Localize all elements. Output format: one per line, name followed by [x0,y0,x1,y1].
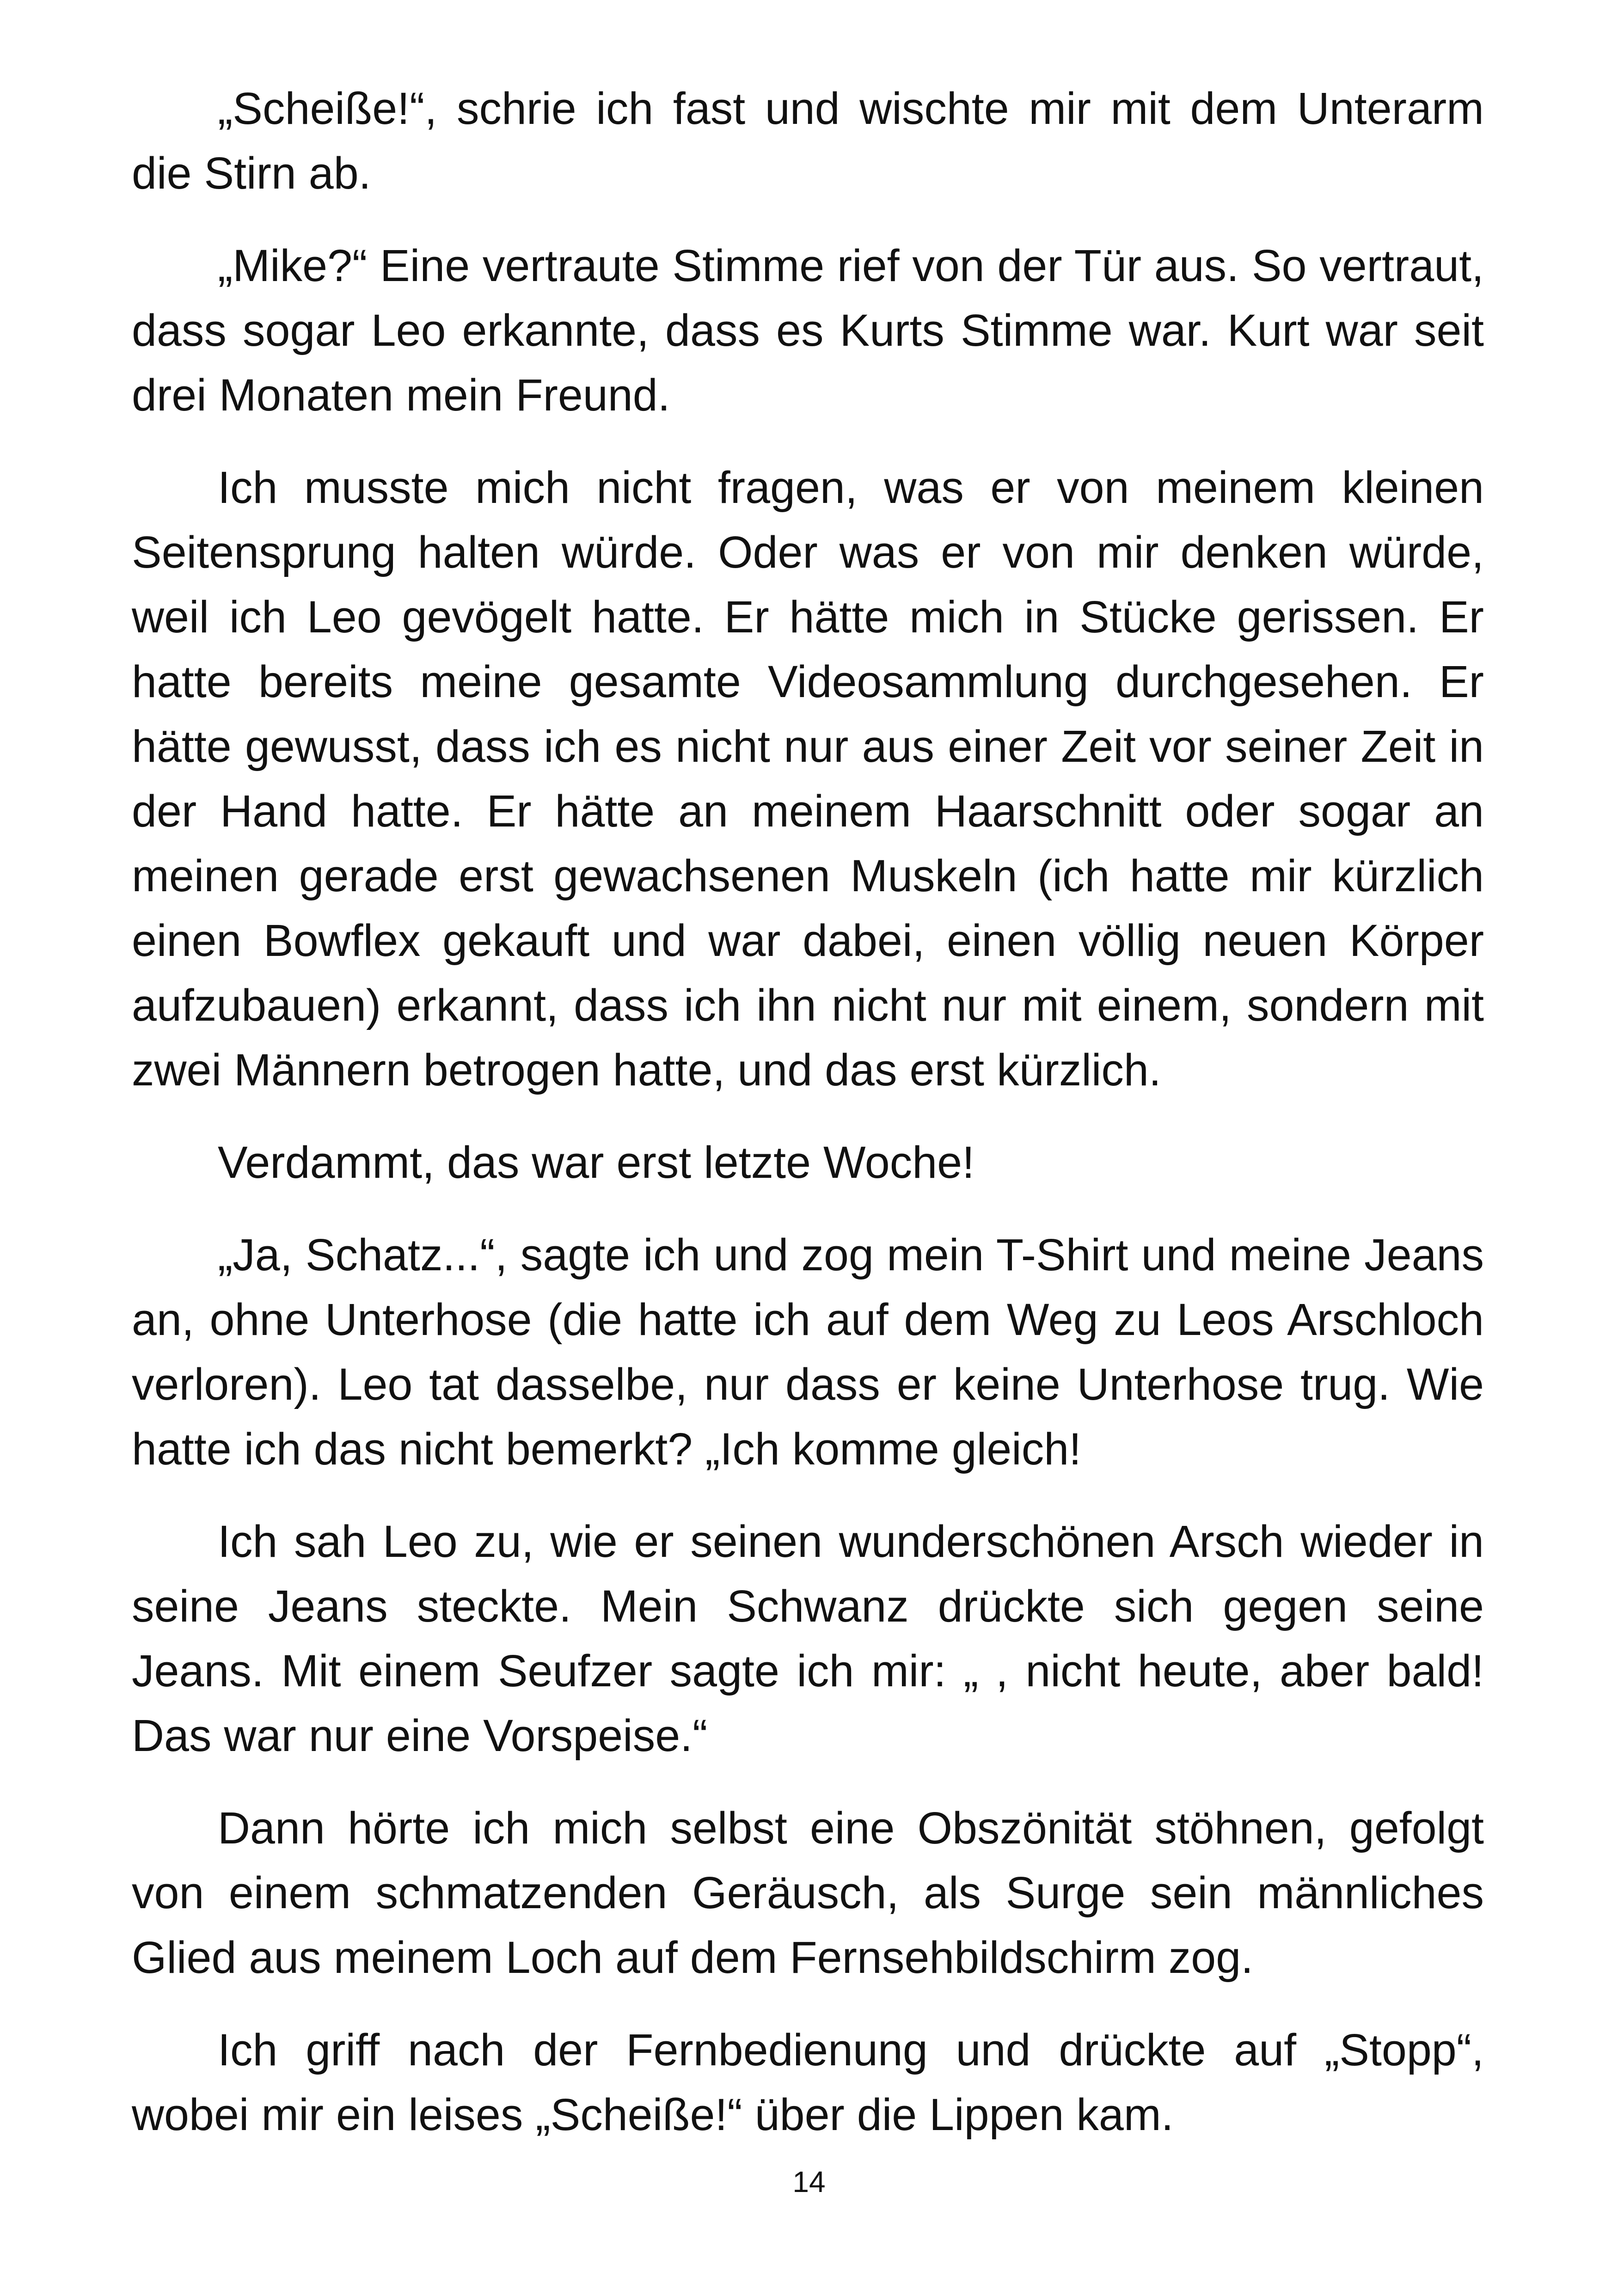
paragraph: Dann hörte ich mich selbst eine Obszönität stöhnen, gefolgt von einem schmatzenden Geräusch, als Surge sein männliches Glied aus meinem Loch auf dem Fernsehbildschirm zog. [132,1803,1484,1983]
paragraph: „Mike?“ Eine vertraute Stimme rief von der Tür aus. So vertraut, dass sogar Leo erkannte, dass es Kurts Stimme war. Kurt war seit drei Monaten mein Freund. [132,240,1484,420]
paragraph: „Ja, Schatz...“, sagte ich und zog mein T-Shirt und meine Jeans an, ohne Unterhose (die hatte ich auf dem Weg zu Leos Arschloch verloren). Leo tat dasselbe, nur dass er keine Unterhose trug. Wie hatte ich das nicht bemerkt? „Ich komme gleich! [132,1230,1484,1474]
paragraph: Ich sah Leo zu, wie er seinen wunderschönen Arsch wieder in seine Jeans steckte. Mein Schwanz drückte sich gegen seine Jeans. Mit einem Seufzer sagte ich mir: „ , nicht heute, aber bald! Das war nur eine Vorspeise.“ [132,1516,1484,1761]
paragraph: Ich griff nach der Fernbedienung und drückte auf „Stopp“, wobei mir ein leises „Scheiße!“ über die Lippen kam. [132,2025,1484,2140]
paragraph: Verdammt, das war erst letzte Woche! [218,1137,975,1188]
page-number: 14 [792,2165,826,2198]
paragraph: „Scheiße!“, schrie ich fast und wischte mir mit dem Unterarm die Stirn ab. [132,83,1484,198]
paragraph: Ich musste mich nicht fragen, was er von meinem kleinen Seitensprung halten würde. Oder was er von mir denken würde, weil ich Leo gevögelt hatte. Er hätte mich in Stücke gerissen. Er hatte bereits meine gesamte Videosammlung durchgesehen. Er hätte gewusst, dass ich es nicht nur aus einer Zeit vor seiner Zeit in der Hand hatte. Er hätte an meinem Haarschnitt oder sogar an meinen gerade erst gewachsenen Muskeln (ich hatte mir kürzlich einen Bowflex gekauft und war dabei, einen völlig neuen Körper aufzubauen) erkannt, dass ich ihn nicht nur mit einem, sondern mit zwei Männern betrogen hatte, und das erst kürzlich. [132,462,1484,1095]
page-body [132,76,1484,2147]
